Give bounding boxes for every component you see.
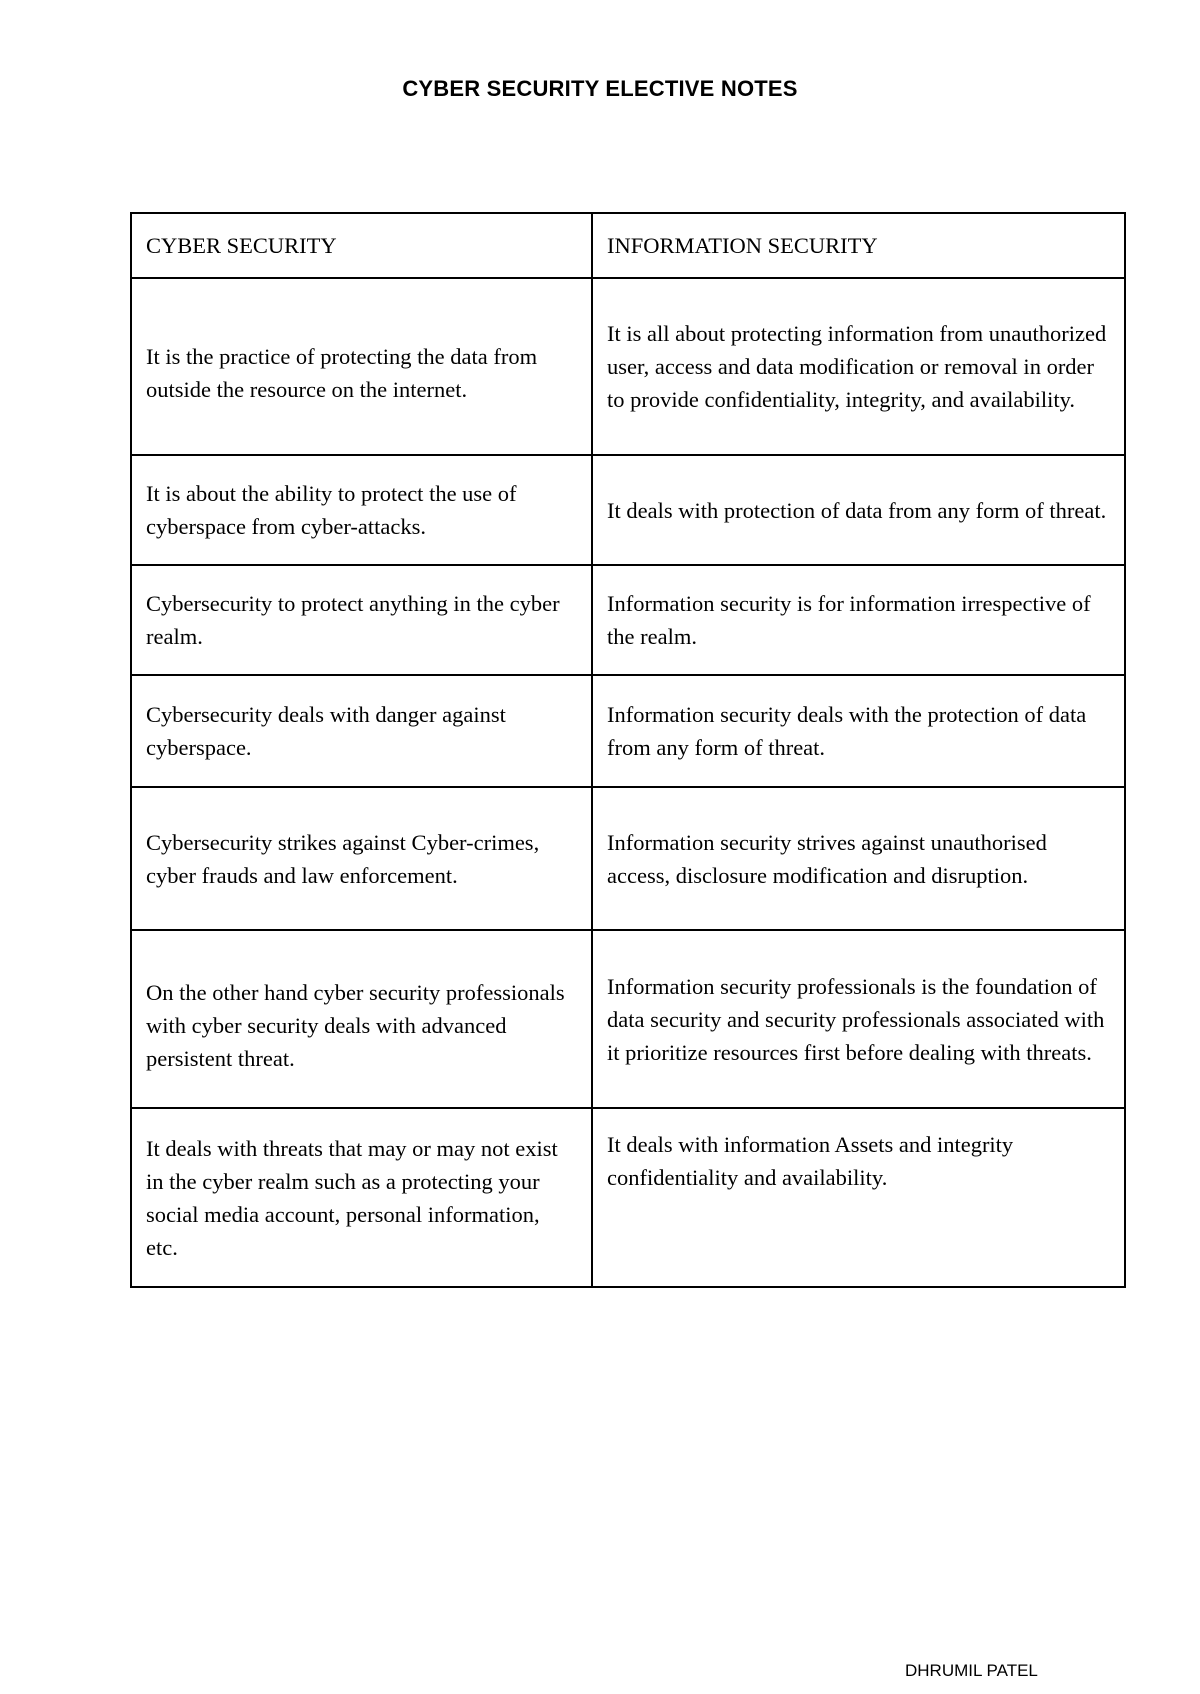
table-row (131, 278, 1125, 455)
table-row (131, 1108, 1125, 1287)
table-row (131, 787, 1125, 930)
column-header-cyber-security: CYBER SECURITY (131, 213, 592, 278)
author-name: DHRUMIL PATEL (905, 1661, 1038, 1680)
cyber-security-cell: It is the practice of protecting the data from outside the resource on the internet. (131, 278, 592, 455)
table-row (131, 930, 1125, 1108)
information-security-cell: Information security deals with the protection of data from any form of threat. (592, 675, 1125, 787)
information-security-cell: Information security is for information irrespective of the realm. (592, 565, 1125, 675)
column-header-information-security: INFORMATION SECURITY (592, 213, 1125, 278)
cyber-security-cell: It deals with threats that may or may not exist in the cyber realm such as a protecting your social media account, personal information, etc. (131, 1108, 592, 1287)
table-row (131, 455, 1125, 565)
page-title: CYBER SECURITY ELECTIVE NOTES (402, 76, 798, 101)
information-security-cell: Information security professionals is the foundation of data security and security professionals associated with it prioritize resources first before dealing with threats. (592, 930, 1125, 1108)
cyber-security-cell: Cybersecurity deals with danger against cyberspace. (131, 675, 592, 787)
table-header-row (131, 213, 1125, 278)
cyber-security-cell: Cybersecurity strikes against Cyber-crimes, cyber frauds and law enforcement. (131, 787, 592, 930)
table-row (131, 565, 1125, 675)
information-security-cell: It is all about protecting information from unauthorized user, access and data modification or removal in order to provide confidentiality, integrity, and availability. (592, 278, 1125, 455)
comparison-table (130, 212, 1126, 1288)
cyber-security-cell: Cybersecurity to protect anything in the cyber realm. (131, 565, 592, 675)
information-security-cell: Information security strives against unauthorised access, disclosure modification and disruption. (592, 787, 1125, 930)
table-row (131, 675, 1125, 787)
information-security-cell: It deals with information Assets and integrity confidentiality and availability. (592, 1108, 1125, 1287)
information-security-cell: It deals with protection of data from any form of threat. (592, 455, 1125, 565)
cyber-security-cell: It is about the ability to protect the use of cyberspace from cyber-attacks. (131, 455, 592, 565)
cyber-security-cell: On the other hand cyber security professionals with cyber security deals with advanced persistent threat. (131, 930, 592, 1108)
